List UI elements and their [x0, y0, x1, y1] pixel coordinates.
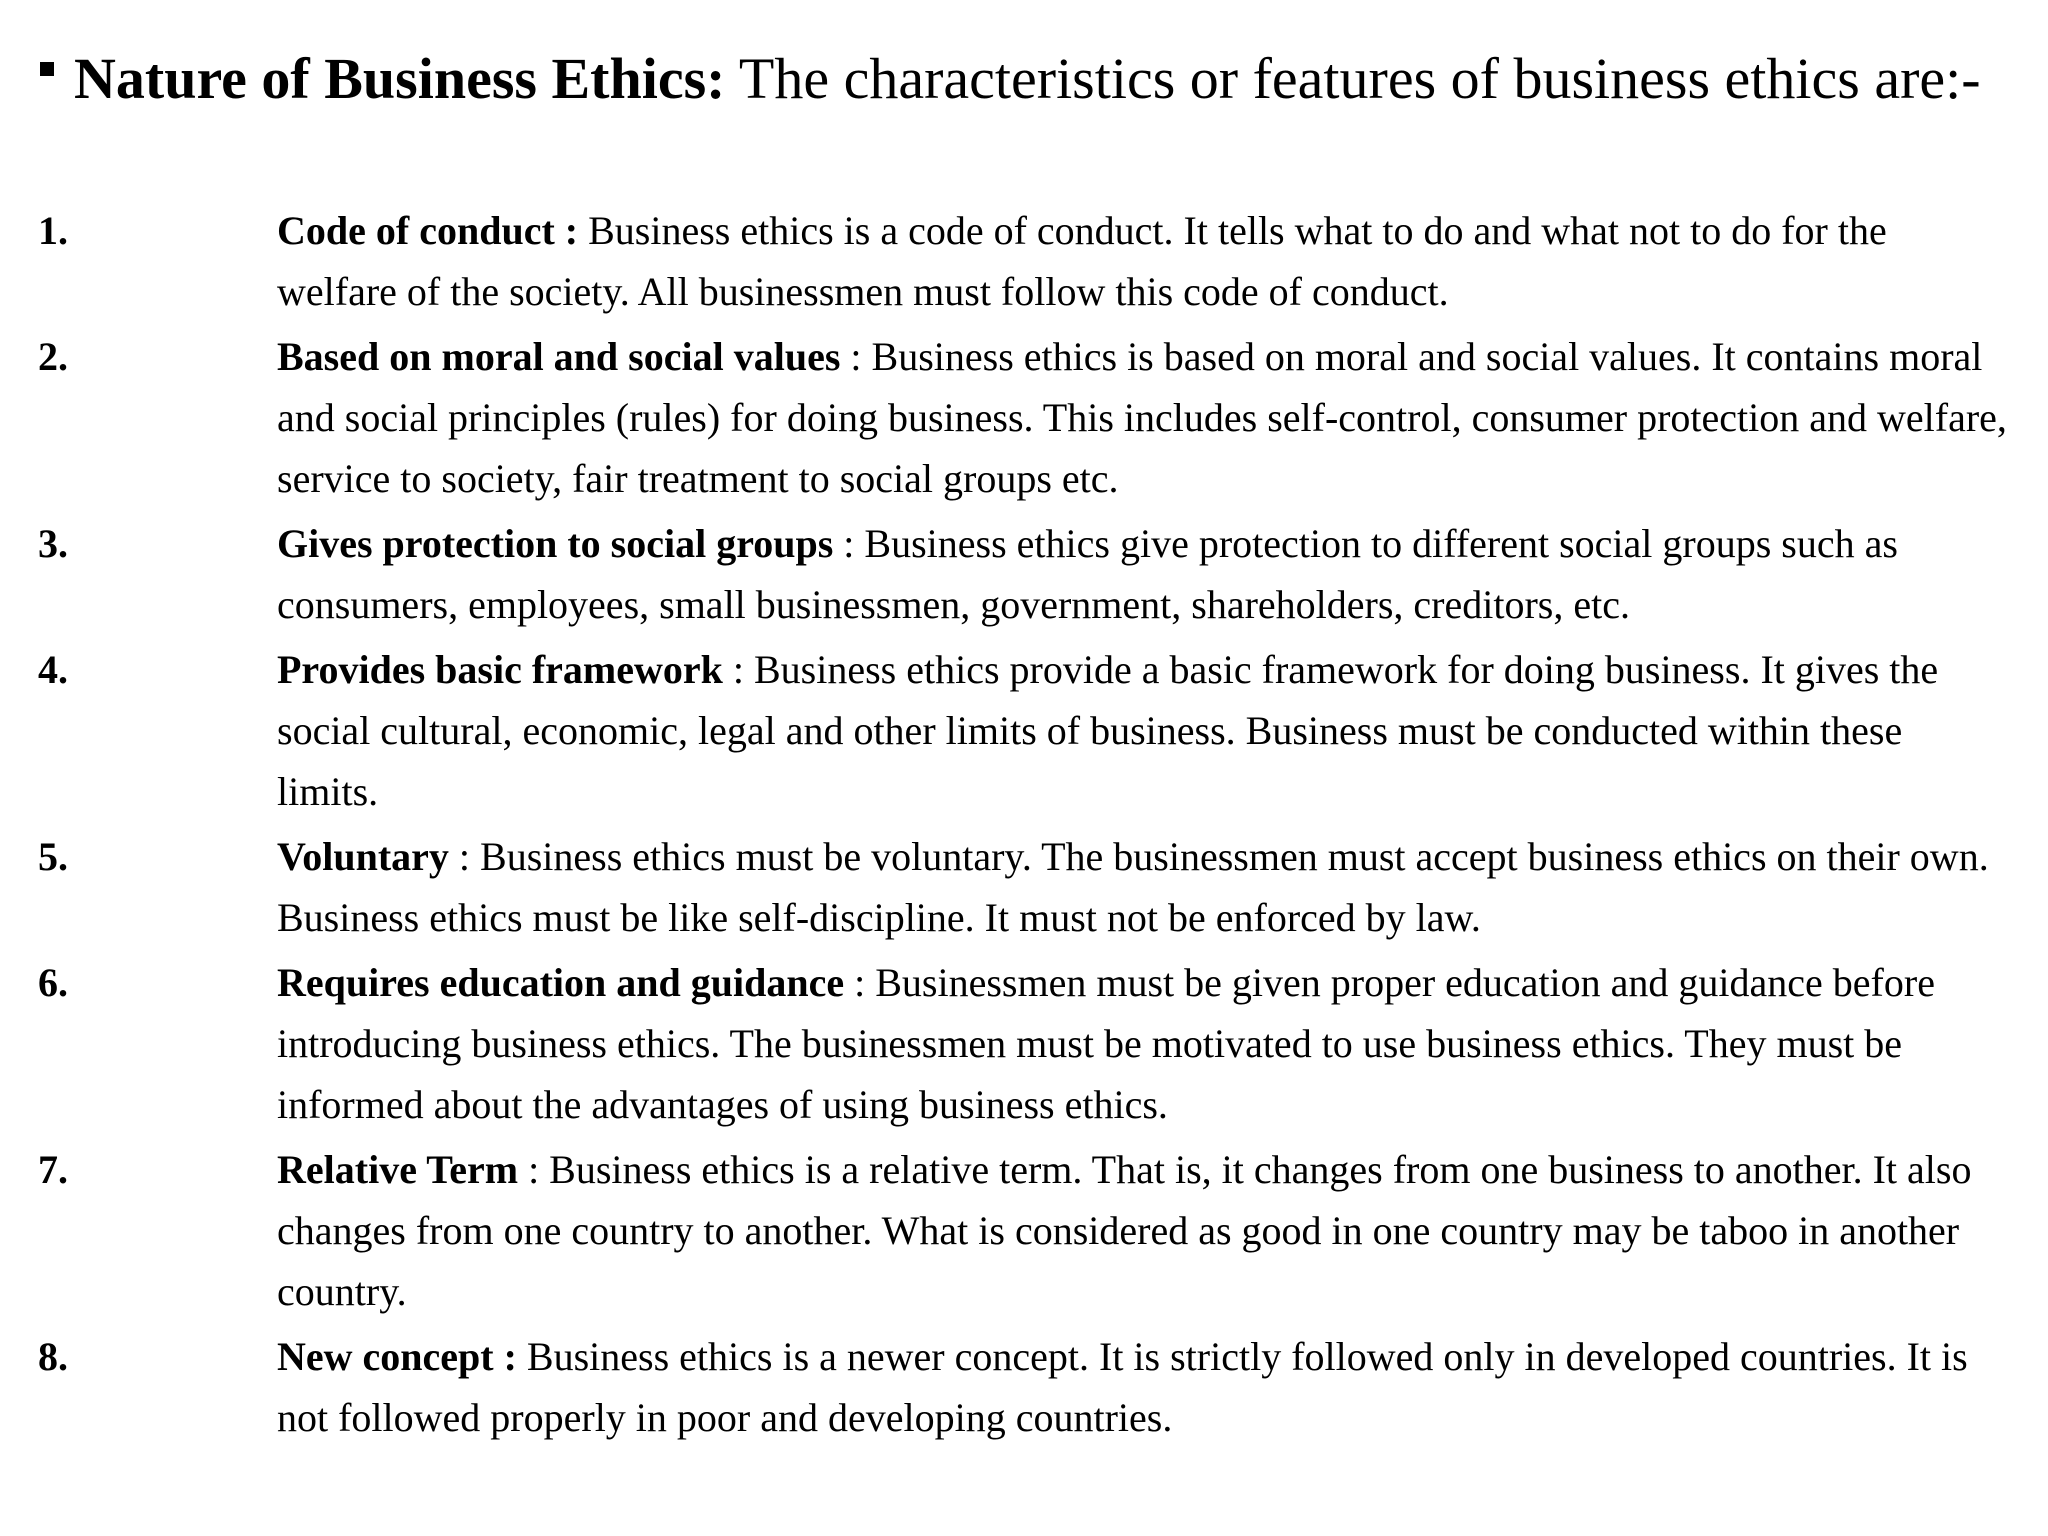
- item-text: : Business ethics is a relative term. That is, it changes from one business to another. It also changes from one country to another. What is considered as good in one country may be taboo in another country.: [277, 1147, 1972, 1314]
- item-number: 2.: [38, 334, 68, 379]
- square-bullet-icon: [40, 62, 54, 76]
- item-text: : Business ethics must be voluntary. The businessmen must accept business ethics on their own. Business ethics must be like self-discipline. It must not be enforced by law.: [277, 834, 1989, 940]
- item-text: : Business ethics give protection to different social groups such as consumers, employees, small businessmen, government, shareholders, creditors, etc.: [277, 521, 1898, 627]
- heading-text: [74, 44, 1981, 114]
- item-text: Business ethics is a newer concept. It is strictly followed only in developed countries. It is not followed properly in poor and developing countries.: [277, 1334, 1968, 1440]
- item-term: Code of conduct :: [277, 208, 579, 253]
- item-term: Voluntary: [277, 834, 449, 879]
- item-number: 5.: [38, 834, 68, 879]
- list-item: [0, 826, 2048, 948]
- item-text: Business ethics is a code of conduct. It tells what to do and what not to do for the welfare of the society. All businessmen must follow this code of conduct.: [277, 208, 1887, 314]
- list-item: [0, 1326, 2048, 1448]
- item-text: : Businessmen must be given proper education and guidance before introducing business ethics. The businessmen must be motivated to use business ethics. They must be informed about the advantages of using business ethics.: [277, 960, 1935, 1127]
- item-number: 8.: [38, 1334, 68, 1379]
- list-item: [0, 952, 2048, 1135]
- item-term: New concept :: [277, 1334, 517, 1379]
- item-number: 6.: [38, 960, 68, 1005]
- item-term: Requires education and guidance: [277, 960, 845, 1005]
- list-item: [0, 513, 2048, 635]
- list-item: [0, 639, 2048, 822]
- list-item: [0, 326, 2048, 509]
- heading-rest: The characteristics or features of business ethics are:-: [725, 46, 1981, 111]
- page-heading: [40, 44, 2000, 114]
- heading-bold: Nature of Business Ethics:: [74, 46, 726, 111]
- item-term: Based on moral and social values: [277, 334, 841, 379]
- item-term: Provides basic framework: [277, 647, 723, 692]
- list-item: [0, 1139, 2048, 1322]
- item-number: 1.: [38, 208, 68, 253]
- list-item: [0, 200, 2048, 322]
- item-term: Gives protection to social groups: [277, 521, 834, 566]
- item-number: 3.: [38, 521, 68, 566]
- item-number: 7.: [38, 1147, 68, 1192]
- item-text: : Business ethics is based on moral and social values. It contains moral and social principles (rules) for doing business. This includes self-control, consumer protection and welfare, service to society, fair treatment to social groups etc.: [277, 334, 2007, 501]
- features-list: [0, 200, 2048, 1452]
- item-term: Relative Term: [277, 1147, 519, 1192]
- item-number: 4.: [38, 647, 68, 692]
- item-text: : Business ethics provide a basic framework for doing business. It gives the social cultural, economic, legal and other limits of business. Business must be conducted within these limits.: [277, 647, 1939, 814]
